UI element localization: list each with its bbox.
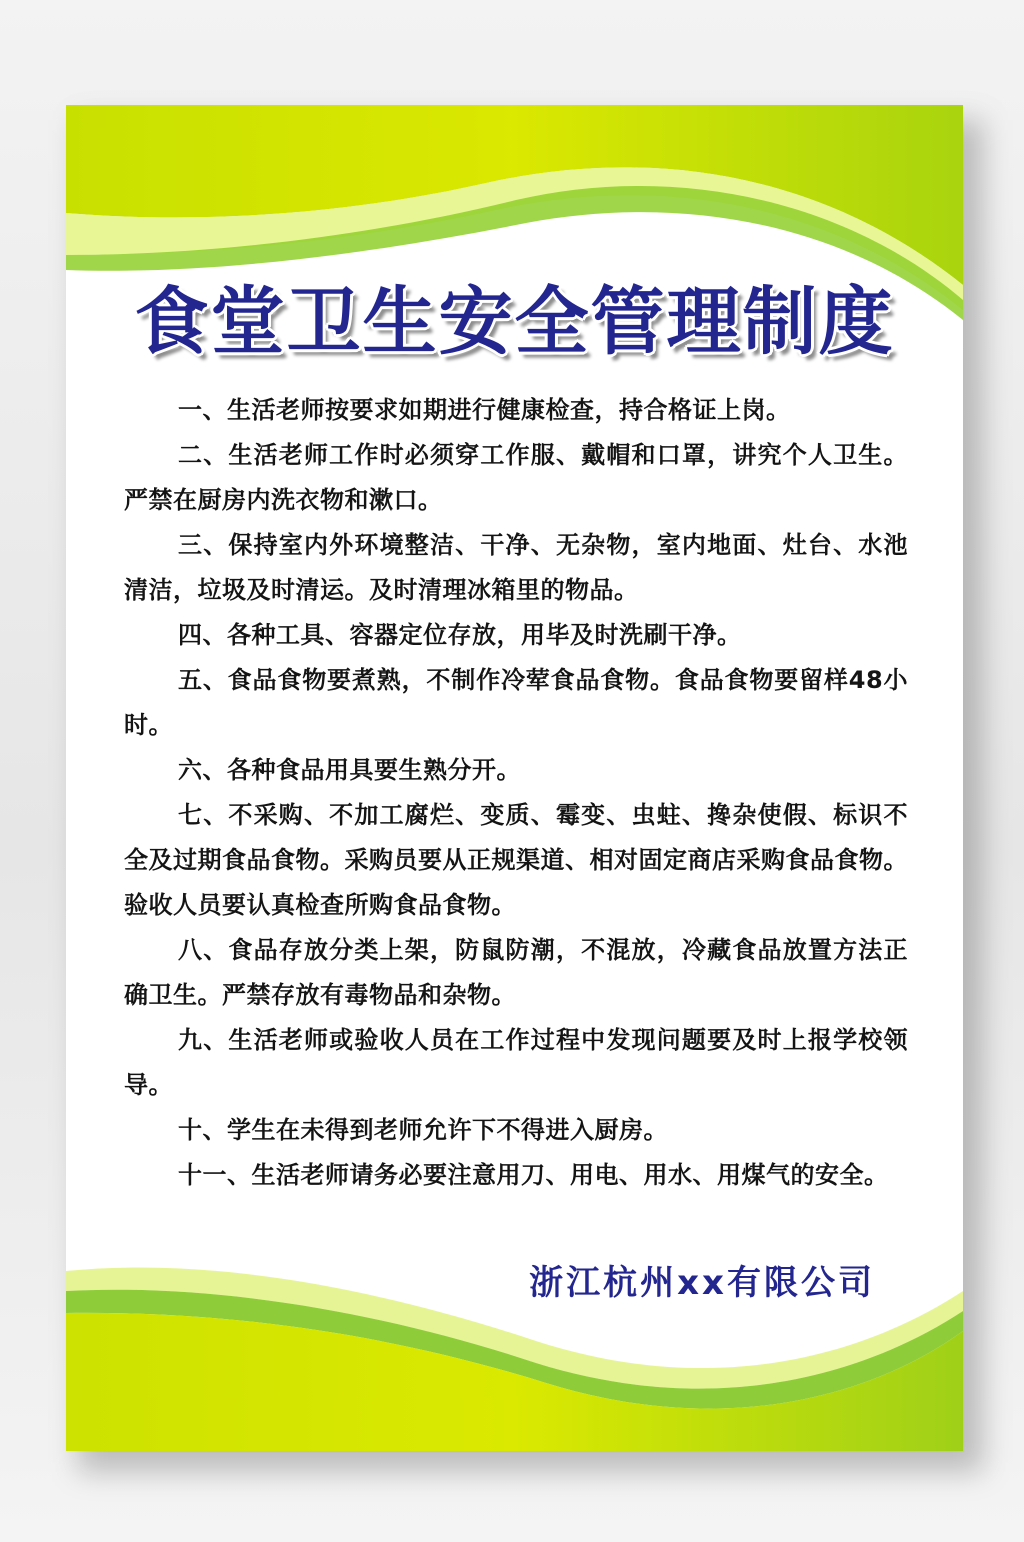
- rule-item: 六、各种食品用具要生熟分开。: [178, 756, 521, 784]
- company-name: 浙江杭州xx有限公司: [529, 1263, 875, 1303]
- rule-item: 十、学生在未得到老师允许下不得进入厨房。: [178, 1116, 668, 1144]
- page-title: 食堂卫生安全管理制度: [134, 279, 895, 365]
- rule-item: 八、食品存放分类上架，防鼠防潮，不混放，冷藏食品放置方法正确卫生。严禁存放有毒物品和杂物。: [124, 936, 908, 1009]
- rule-item: 十一、生活老师请务必要注意用刀、用电、用水、用煤气的安全。: [178, 1161, 889, 1189]
- rule-item: 三、保持室内外环境整洁、干净、无杂物，室内地面、灶台、水池清洁，垃圾及时清运。及时清理冰箱里的物品。: [124, 531, 908, 604]
- rules-list: [124, 388, 908, 1198]
- rule-item: 二、生活老师工作时必须穿工作服、戴帽和口罩，讲究个人卫生。严禁在厨房内洗衣物和漱口。: [124, 441, 908, 514]
- rule-item: 五、食品食物要煮熟，不制作冷荤食品食物。食品食物要留样48小时。: [124, 666, 908, 739]
- rule-item: 一、生活老师按要求如期进行健康检查，持合格证上岗。: [178, 396, 791, 424]
- poster: [66, 105, 963, 1451]
- rule-item: 四、各种工具、容器定位存放，用毕及时洗刷干净。: [178, 621, 742, 649]
- rule-item: 九、生活老师或验收人员在工作过程中发现问题要及时上报学校领导。: [124, 1026, 908, 1099]
- rule-item: 七、不采购、不加工腐烂、变质、霉变、虫蛀、搀杂使假、标识不全及过期食品食物。采购员要从正规渠道、相对固定商店采购食品食物。验收人员要认真检查所购食品食物。: [124, 801, 908, 919]
- bottom-wave-decoration: [66, 1251, 963, 1451]
